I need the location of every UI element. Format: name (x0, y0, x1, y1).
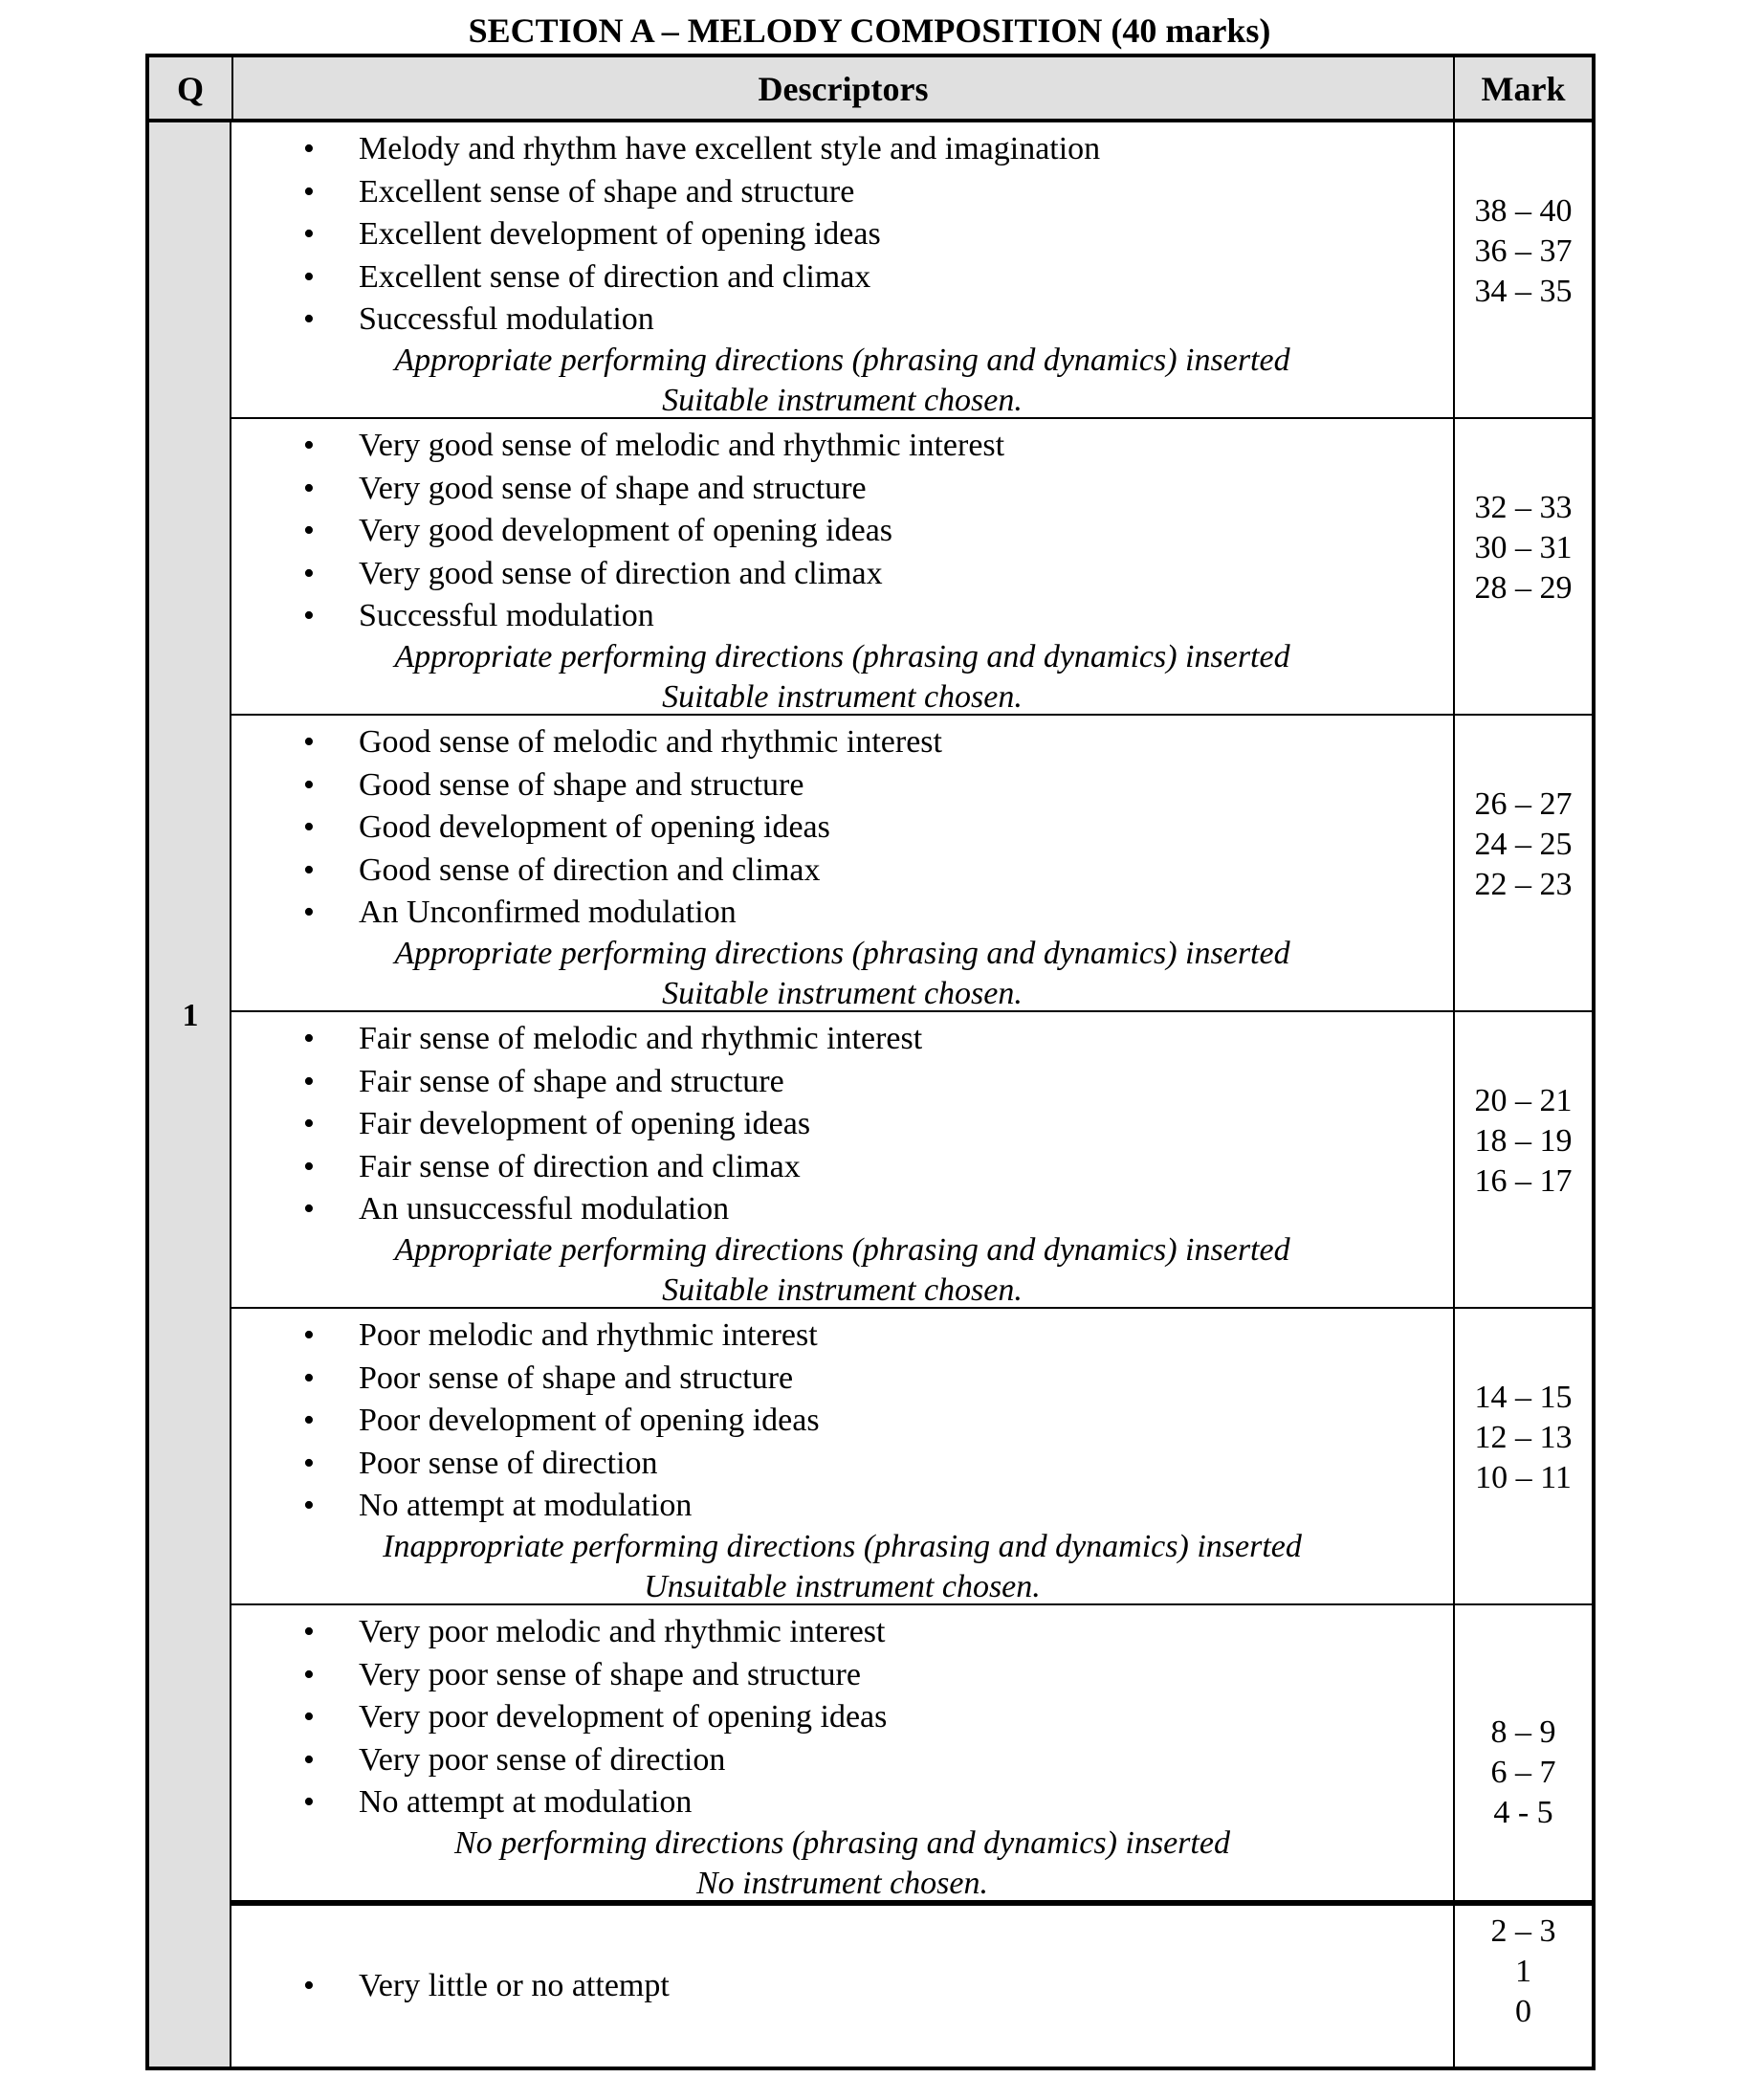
mark-range: 28 – 29 (1474, 570, 1573, 606)
descriptor-item: • Good development of opening ideas (231, 807, 1453, 850)
band-notes (231, 934, 1453, 1014)
mark-range-list (1455, 1378, 1592, 1498)
band-notes (231, 341, 1453, 421)
descriptor-item: • Good sense of melodic and rhythmic interest (231, 721, 1453, 764)
descriptor-item: • Very poor melodic and rhythmic interest (231, 1611, 1453, 1654)
table-header (149, 57, 1592, 122)
mark-range: 32 – 33 (1474, 490, 1573, 525)
descriptor-item: • Poor sense of shape and structure (231, 1358, 1453, 1401)
mark-range: 1 (1515, 1954, 1531, 1989)
descriptor-item: • Melody and rhythm have excellent style and imagination (231, 128, 1453, 171)
band-notes (231, 1230, 1453, 1311)
mark-range: 38 – 40 (1474, 193, 1573, 229)
band-note: Appropriate performing directions (phrasing and dynamics) inserted (394, 639, 1290, 674)
descriptor-item: • Excellent sense of shape and structure (231, 171, 1453, 214)
descriptor-band (231, 122, 1592, 419)
descriptor-item: • Excellent sense of direction and climax (231, 256, 1453, 299)
descriptor-band (231, 1902, 1592, 2070)
descriptor-item: • Fair sense of direction and climax (231, 1146, 1453, 1189)
mark-range-list (1455, 488, 1592, 608)
descriptor-item: • Fair sense of melodic and rhythmic interest (231, 1018, 1453, 1061)
band-note: Suitable instrument chosen. (662, 383, 1023, 418)
question-number: 1 (182, 998, 199, 1033)
mark-range: 14 – 15 (1474, 1380, 1573, 1415)
descriptor-item: • Very poor sense of shape and structure (231, 1654, 1453, 1697)
mark-range: 10 – 11 (1475, 1460, 1572, 1495)
descriptor-band (231, 1605, 1592, 1902)
mark-range: 22 – 23 (1474, 867, 1573, 902)
band-note: Appropriate performing directions (phrasing and dynamics) inserted (394, 936, 1290, 971)
header-descriptors: Descriptors (758, 70, 929, 108)
band-note: No performing directions (phrasing and dynamics) inserted (454, 1825, 1230, 1861)
descriptor-item: • Successful modulation (231, 595, 1453, 638)
descriptor-item: • Very good sense of direction and climax (231, 553, 1453, 596)
mark-range: 36 – 37 (1474, 233, 1573, 269)
band-note: Suitable instrument chosen. (662, 679, 1023, 715)
mark-range-list (1455, 191, 1592, 312)
descriptor-item: • An unsuccessful modulation (231, 1188, 1453, 1231)
descriptor-list (231, 425, 1453, 638)
mark-range: 24 – 25 (1474, 827, 1573, 862)
descriptor-item: • Excellent development of opening ideas (231, 213, 1453, 256)
mark-range: 20 – 21 (1474, 1083, 1573, 1118)
descriptor-list (231, 721, 1453, 935)
mark-range: 6 – 7 (1490, 1755, 1556, 1790)
descriptor-band (231, 716, 1592, 1012)
band-notes (231, 1824, 1453, 1904)
band-note: Suitable instrument chosen. (662, 976, 1023, 1011)
mark-range: 12 – 13 (1474, 1420, 1573, 1455)
descriptor-item: • Very little or no attempt (231, 1965, 1453, 2008)
mark-range-list (1455, 1081, 1592, 1202)
band-note: Appropriate performing directions (phrasing and dynamics) inserted (394, 1232, 1290, 1268)
mark-range: 16 – 17 (1474, 1163, 1573, 1199)
band-note: Unsuitable instrument chosen. (644, 1569, 1041, 1604)
header-mark: Mark (1481, 70, 1566, 108)
descriptor-item: • Very good sense of melodic and rhythmic interest (231, 425, 1453, 468)
descriptor-item: • Poor melodic and rhythmic interest (231, 1315, 1453, 1358)
descriptor-item: • Fair sense of shape and structure (231, 1061, 1453, 1104)
descriptor-item: • Successful modulation (231, 298, 1453, 342)
descriptor-band (231, 1012, 1592, 1309)
mark-range-list (1455, 1713, 1592, 1833)
mark-range: 4 - 5 (1493, 1795, 1553, 1830)
descriptor-list (231, 128, 1453, 342)
header-q: Q (176, 70, 204, 108)
descriptor-item: • Very poor development of opening ideas (231, 1696, 1453, 1739)
band-note: Suitable instrument chosen. (662, 1272, 1023, 1308)
descriptor-band (231, 1309, 1592, 1605)
band-note: No instrument chosen. (695, 1866, 989, 1901)
descriptor-item: • An Unconfirmed modulation (231, 892, 1453, 935)
descriptor-item: • Very good sense of shape and structure (231, 468, 1453, 511)
mark-range: 26 – 27 (1474, 786, 1573, 822)
band-note: Appropriate performing directions (phrasing and dynamics) inserted (394, 343, 1290, 378)
descriptor-item: • Fair development of opening ideas (231, 1103, 1453, 1146)
descriptor-list (231, 1315, 1453, 1528)
mark-range-list (1455, 1912, 1592, 2032)
marking-scheme-table (145, 54, 1596, 2070)
mark-range: 8 – 9 (1490, 1714, 1556, 1750)
descriptor-item: • Very poor sense of direction (231, 1739, 1453, 1782)
descriptor-list (231, 1018, 1453, 1231)
mark-range: 30 – 31 (1474, 530, 1573, 565)
mark-range-list (1455, 785, 1592, 905)
descriptor-item: • Very good development of opening ideas (231, 510, 1453, 553)
descriptor-item: • Poor development of opening ideas (231, 1400, 1453, 1443)
question-column (149, 57, 231, 2067)
band-note: Inappropriate performing directions (phrasing and dynamics) inserted (383, 1529, 1302, 1564)
mark-range: 18 – 19 (1474, 1123, 1573, 1159)
descriptor-list (231, 1611, 1453, 1824)
descriptor-item: • Poor sense of direction (231, 1443, 1453, 1486)
descriptor-band (231, 419, 1592, 716)
mark-range: 2 – 3 (1490, 1913, 1556, 1949)
mark-range: 0 (1515, 1994, 1531, 2029)
mark-range: 34 – 35 (1474, 274, 1573, 309)
descriptor-item: • No attempt at modulation (231, 1781, 1453, 1824)
band-notes (231, 1527, 1453, 1607)
descriptor-item: • Good sense of shape and structure (231, 764, 1453, 807)
page-title: SECTION A – MELODY COMPOSITION (40 marks) (468, 11, 1271, 50)
descriptor-list (231, 1965, 1453, 2008)
descriptor-item: • Good sense of direction and climax (231, 850, 1453, 893)
descriptor-item: • No attempt at modulation (231, 1485, 1453, 1528)
band-notes (231, 637, 1453, 718)
